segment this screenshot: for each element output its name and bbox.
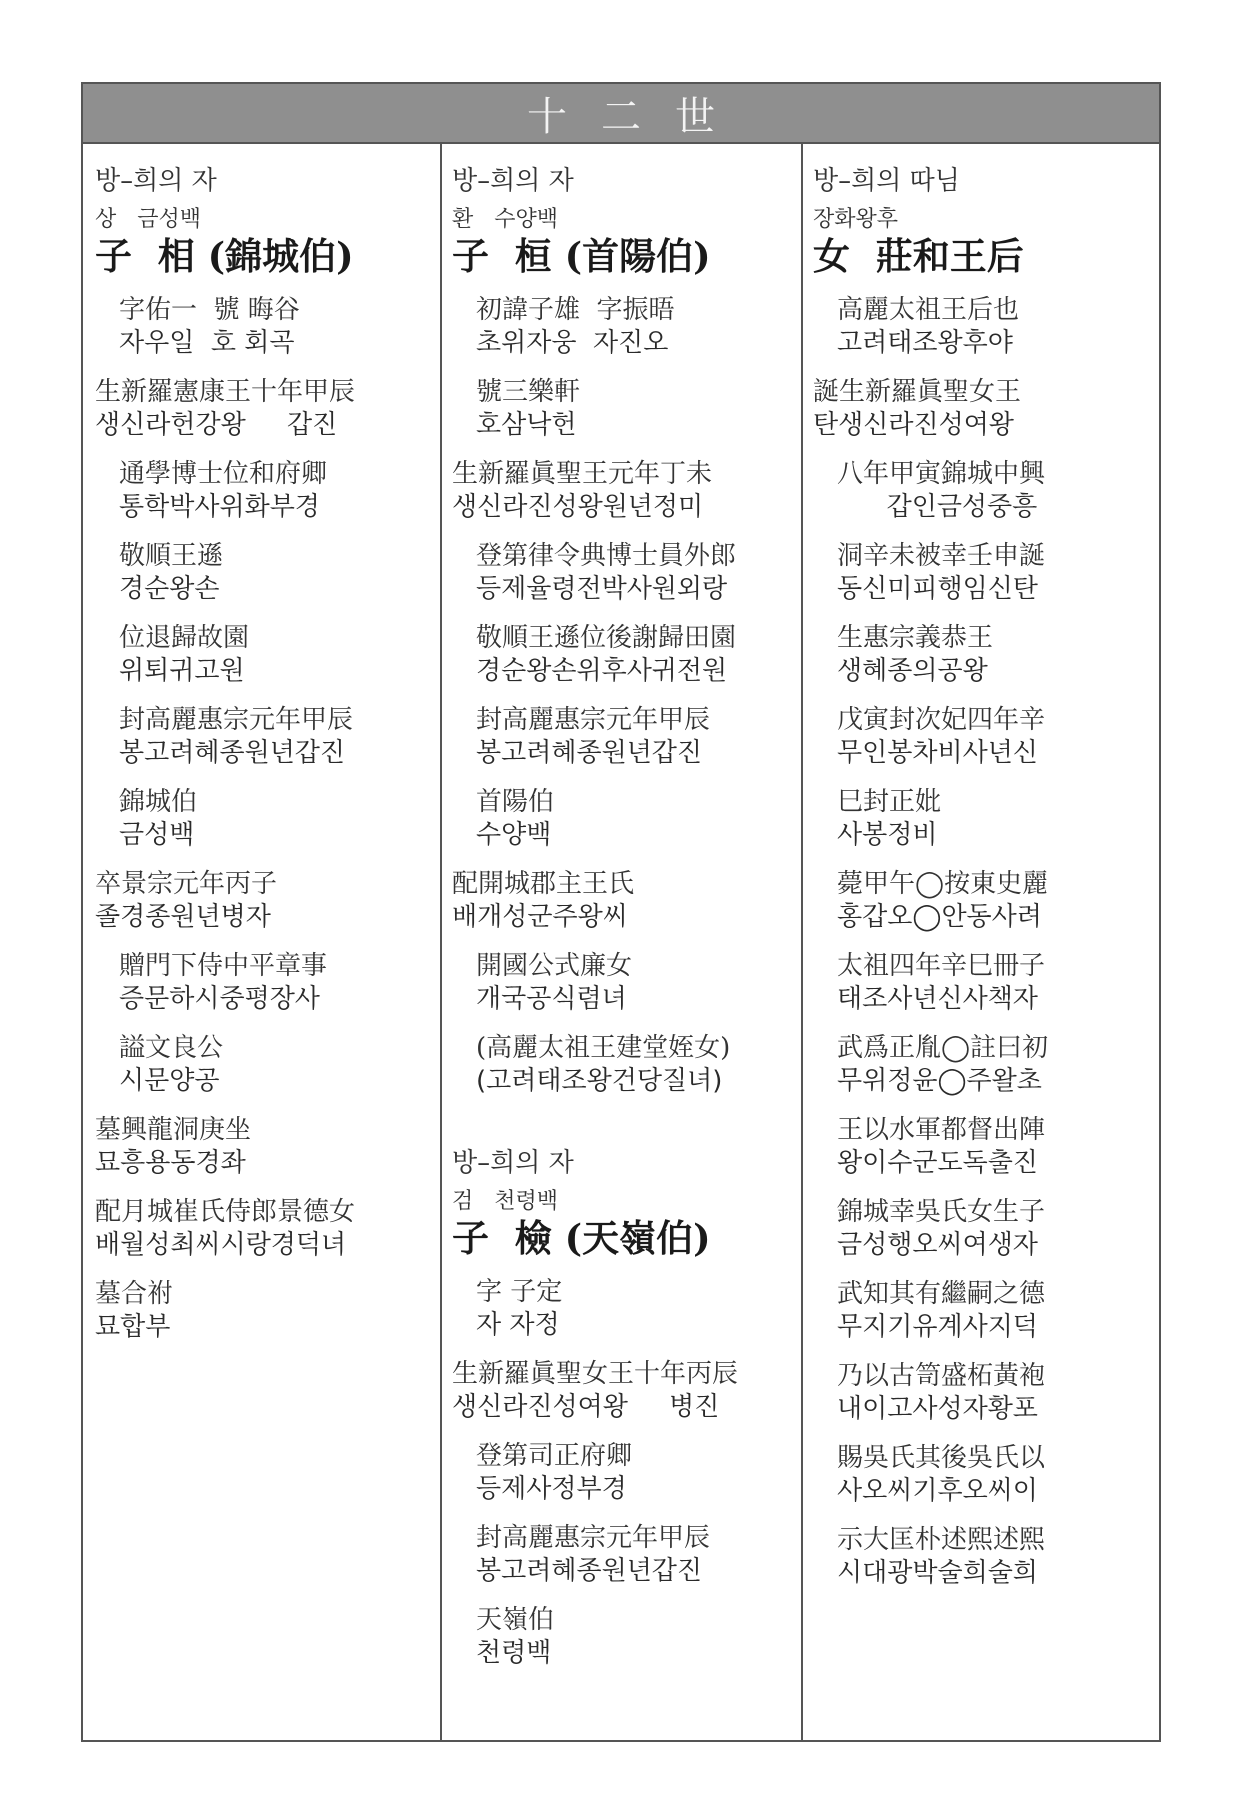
hanja-line: 生新羅眞聖女王十年丙辰 — [452, 1359, 739, 1389]
biography-entry — [95, 622, 440, 688]
biography-entry — [813, 704, 1159, 770]
hanja-line: 洞辛未被幸壬申誕 — [837, 541, 1046, 571]
hanja-line: 卒景宗元年丙子 — [95, 869, 278, 899]
biography-entry — [452, 1604, 801, 1670]
hanja-line: 戊寅封次妃四年辛 — [837, 705, 1046, 735]
hangul-line: 봉고려혜종원년갑진 — [476, 738, 703, 768]
biography-entry — [813, 376, 1159, 442]
name-reading: 상 금성백 — [95, 207, 201, 232]
hanja-line: 封高麗惠宗元年甲辰 — [476, 705, 711, 735]
hangul-line: 홍갑오◯안동사려 — [837, 902, 1042, 932]
biography-entry — [452, 1032, 801, 1098]
biography-entry — [813, 1278, 1159, 1344]
hangul-line: 봉고려혜종원년갑진 — [119, 738, 346, 768]
biography-entry — [813, 1442, 1159, 1508]
biography-entry — [95, 868, 440, 934]
hanja-line: 首陽伯 — [476, 787, 555, 817]
biography-entry — [95, 540, 440, 606]
biography-entry — [95, 1114, 440, 1180]
hangul-line: 졸경종원년병자 — [95, 902, 271, 932]
hanja-line: 墓合祔 — [95, 1279, 174, 1309]
biography-entry — [95, 950, 440, 1016]
biography-entry — [95, 294, 440, 360]
relation-label: 방–희의 자 — [452, 1148, 574, 1178]
biography-entry — [95, 1032, 440, 1098]
relation-label: 방–희의 자 — [452, 166, 574, 196]
hangul-line: 금성백 — [119, 820, 195, 850]
hangul-line: 탄생신라진성여왕 — [813, 410, 1014, 440]
hangul-line: 생신라진성왕원년정미 — [452, 492, 704, 522]
biography-entry — [813, 458, 1159, 524]
hanja-line: 生新羅憲康王十年甲辰 — [95, 377, 356, 407]
hanja-line: 天嶺伯 — [476, 1605, 555, 1635]
name-reading: 장화왕후 — [813, 207, 899, 232]
hanja-line: (高麗太祖王建堂姪女) — [476, 1033, 731, 1063]
hangul-line: 배월성최씨시랑경덕녀 — [95, 1230, 347, 1260]
hangul-line: 무위정윤◯주왈초 — [837, 1066, 1042, 1096]
hangul-line: 천령백 — [476, 1638, 552, 1668]
biography-entry — [452, 1522, 801, 1588]
hanja-line: 示大匡朴述熙述熙 — [837, 1525, 1046, 1555]
hangul-line: 배개성군주왕씨 — [452, 902, 628, 932]
hangul-line: 묘흥용동경좌 — [95, 1148, 246, 1178]
hanja-line: 巳封正妣 — [837, 787, 942, 817]
hangul-line: 위퇴귀고원 — [119, 656, 245, 686]
relation-label: 방–희의 따님 — [813, 166, 960, 196]
hangul-line: 경순왕손 — [119, 574, 220, 604]
biography-entry — [95, 1278, 440, 1344]
hangul-line: (고려태조왕건당질녀) — [476, 1066, 723, 1096]
hangul-line: 생신라헌강왕 갑진 — [95, 410, 338, 440]
biography-entry — [813, 1196, 1159, 1262]
hangul-line: 등제사정부경 — [476, 1474, 627, 1504]
hangul-line: 생신라진성여왕 병진 — [452, 1392, 720, 1422]
hangul-line: 갑인금성중흥 — [837, 492, 1038, 522]
hangul-line: 무인봉차비사년신 — [837, 738, 1038, 768]
hanja-line: 謚文良公 — [119, 1033, 224, 1063]
genealogy-page — [81, 82, 1161, 1742]
hangul-line: 초위자웅 자진오 — [476, 328, 669, 358]
column-1 — [83, 144, 442, 1740]
generation-title: 十二世 — [527, 93, 749, 140]
biography-entry — [813, 950, 1159, 1016]
name-reading: 검 천령백 — [452, 1189, 558, 1214]
hanja-line: 八年甲寅錦城中興 — [837, 459, 1046, 489]
person-name: 子 桓 (首陽伯) — [452, 234, 711, 278]
biography-entry — [95, 1196, 440, 1262]
person-name: 女 莊和王后 — [813, 234, 1024, 278]
hanja-line: 字 子定 — [476, 1277, 563, 1307]
name-reading: 환 수양백 — [452, 207, 558, 232]
biography-entry — [452, 1440, 801, 1506]
hangul-line: 무지기유계사지덕 — [837, 1312, 1038, 1342]
person-name: 子 相 (錦城伯) — [95, 234, 354, 278]
biography-entry — [813, 1114, 1159, 1180]
hangul-line: 자 자정 — [476, 1310, 560, 1340]
biography-entry — [452, 786, 801, 852]
biography-entry — [813, 1524, 1159, 1590]
biography-entry — [452, 950, 801, 1016]
hangul-line: 왕이수군도독출진 — [837, 1148, 1038, 1178]
hangul-line: 동신미피행임신탄 — [837, 574, 1038, 604]
hangul-line: 수양백 — [476, 820, 552, 850]
hanja-line: 錦城幸吳氏女生子 — [837, 1197, 1046, 1227]
hanja-line: 生新羅眞聖王元年丁未 — [452, 459, 713, 489]
person-name: 子 檢 (天嶺伯) — [452, 1216, 711, 1260]
biography-entry — [813, 294, 1159, 360]
hangul-line: 내이고사성자황포 — [837, 1394, 1038, 1424]
relation-label: 방–희의 자 — [95, 166, 217, 196]
biography-entry — [813, 868, 1159, 934]
biography-entry — [452, 1358, 801, 1424]
generation-header — [83, 84, 1159, 144]
biography-entry — [95, 704, 440, 770]
hangul-line: 묘합부 — [95, 1312, 171, 1342]
biography-entry — [813, 622, 1159, 688]
hangul-line: 개국공식렴녀 — [476, 984, 627, 1014]
hanja-line: 錦城伯 — [119, 787, 198, 817]
hanja-line: 封高麗惠宗元年甲辰 — [119, 705, 354, 735]
hangul-line: 고려태조왕후야 — [837, 328, 1013, 358]
biography-entry — [452, 458, 801, 524]
hanja-line: 配開城郡主王氏 — [452, 869, 635, 899]
block-spacer — [452, 1114, 801, 1140]
hanja-line: 配月城崔氏侍郎景德女 — [95, 1197, 356, 1227]
hanja-line: 高麗太祖王后也 — [837, 295, 1020, 325]
hanja-line: 薨甲午◯按東史麗 — [837, 869, 1049, 899]
biography-entry — [813, 540, 1159, 606]
biography-entry — [452, 868, 801, 934]
hanja-line: 乃以古笥盛柘黃袍 — [837, 1361, 1046, 1391]
hangul-line: 호삼낙헌 — [476, 410, 577, 440]
hangul-line: 증문하시중평장사 — [119, 984, 320, 1014]
hanja-line: 武爲正胤◯註曰初 — [837, 1033, 1049, 1063]
hangul-line: 시문양공 — [119, 1066, 220, 1096]
hanja-line: 初諱子雄 字振晤 — [476, 295, 675, 325]
hanja-line: 登第律令典博士員外郎 — [476, 541, 737, 571]
column-2 — [442, 144, 803, 1740]
hanja-line: 生惠宗義恭王 — [837, 623, 994, 653]
biography-entry — [452, 1276, 801, 1342]
hanja-line: 誕生新羅眞聖女王 — [813, 377, 1022, 407]
biography-entry — [452, 376, 801, 442]
hangul-line: 봉고려혜종원년갑진 — [476, 1556, 703, 1586]
column-3 — [803, 144, 1159, 1740]
biography-entry — [95, 458, 440, 524]
hanja-line: 武知其有繼嗣之德 — [837, 1279, 1046, 1309]
biography-entry — [452, 540, 801, 606]
biography-entry — [95, 376, 440, 442]
hangul-line: 시대광박술희술희 — [837, 1558, 1038, 1588]
hangul-line: 금성행오씨여생자 — [837, 1230, 1038, 1260]
biography-entry — [813, 786, 1159, 852]
hangul-line: 등제율령전박사원외랑 — [476, 574, 728, 604]
hanja-line: 開國公式廉女 — [476, 951, 633, 981]
biography-entry — [452, 704, 801, 770]
hangul-line: 통학박사위화부경 — [119, 492, 320, 522]
hanja-line: 位退歸故園 — [119, 623, 250, 653]
hangul-line: 생혜종의공왕 — [837, 656, 988, 686]
hangul-line: 자우일 호 회곡 — [119, 328, 295, 358]
hanja-line: 敬順王遜位後謝歸田園 — [476, 623, 737, 653]
biography-entry — [813, 1360, 1159, 1426]
hangul-line: 사봉정비 — [837, 820, 938, 850]
biography-entry — [813, 1032, 1159, 1098]
biography-entry — [95, 786, 440, 852]
hanja-line: 字佑一 號 晦谷 — [119, 295, 300, 325]
hangul-line: 경순왕손위후사귀전원 — [476, 656, 728, 686]
biography-entry — [452, 294, 801, 360]
hanja-line: 王以水軍都督出陣 — [837, 1115, 1046, 1145]
hangul-line: 사오씨기후오씨이 — [837, 1476, 1038, 1506]
hanja-line: 墓興龍洞庚坐 — [95, 1115, 252, 1145]
hangul-line: 태조사년신사책자 — [837, 984, 1038, 1014]
hanja-line: 太祖四年辛巳冊子 — [837, 951, 1046, 981]
biography-entry — [452, 622, 801, 688]
hanja-line: 封高麗惠宗元年甲辰 — [476, 1523, 711, 1553]
hanja-line: 號三樂軒 — [476, 377, 581, 407]
hanja-line: 賜吳氏其後吳氏以 — [837, 1443, 1046, 1473]
hanja-line: 登第司正府卿 — [476, 1441, 633, 1471]
hanja-line: 通學博士位和府卿 — [119, 459, 328, 489]
hanja-line: 敬順王遜 — [119, 541, 224, 571]
hanja-line: 贈門下侍中平章事 — [119, 951, 328, 981]
